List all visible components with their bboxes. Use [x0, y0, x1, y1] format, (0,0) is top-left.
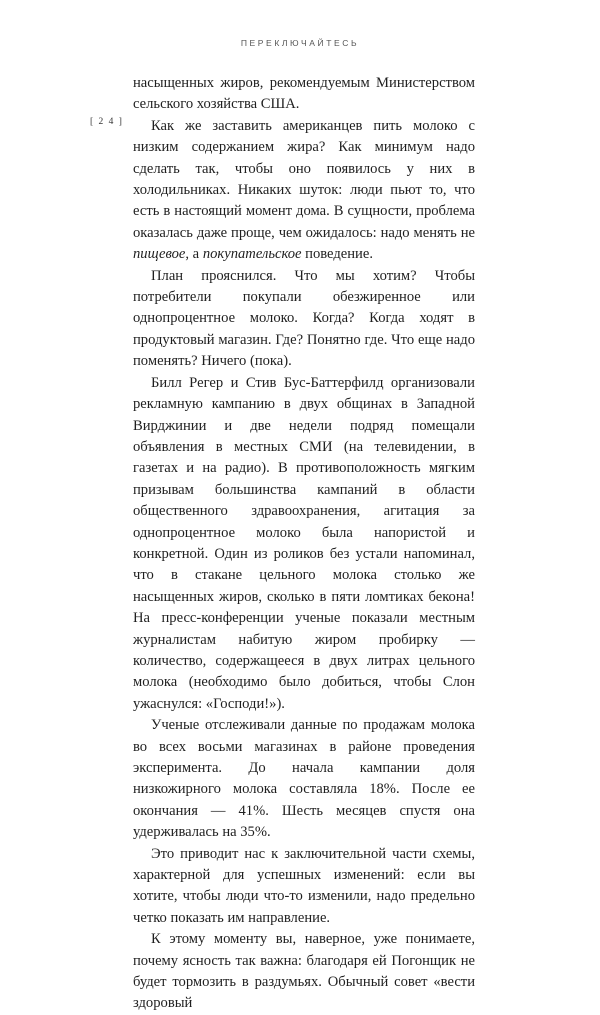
paragraph: План прояснился. Что мы хотим? Чтобы потребители покупали обезжиренное или однопроцентное молоко. Когда? Когда ходят в продуктовый магазин. Где? Понятно где. Что еще надо поменять? Ничего (пока).: [133, 267, 475, 370]
page-number: [ 2 4 ]: [90, 117, 124, 127]
paragraph: [133, 116, 475, 266]
paragraph-text: Как же заставить американцев пить молоко с низким содержанием жира? Как минимум надо сделать так, чтобы оно появилось у них в холодильниках. Никаких шуток: люди пьют то, что есть в настоящий момент дома. В сущности, проблема оказалась даже проще, чем ожидалось: надо менять не: [133, 117, 475, 241]
emphasis-text: покупательское: [202, 246, 302, 263]
paragraph: Ученые отслеживали данные по продажам молока во всех восьми магазинах в районе проведения эксперимента. До начала кампании доля низкожирного молока составляла 18%. После ее окончания — 41%. Шесть месяцев спустя она удерживалась на 35%.: [133, 717, 475, 841]
paragraph: К этому моменту вы, наверное, уже понимаете, почему ясность так важна: благодаря ей Погонщик не будет тормозить в раздумьях. Обычный совет «вести здоровый: [133, 931, 475, 1012]
paragraph: Билл Регер и Стив Бус-Баттерфилд организовали рекламную кампанию в двух общинах в Западной Вирджинии и две недели подряд помещали объявления в местных СМИ (на телевидении, в газетах и на радио). В противоположность мягким призывам большинства кампаний в области общественного здравоохранения, агитация за однопроцентное молоко была напористой и конкретной. Один из роликов без устали напоминал, что в стакане цельного молока столько же насыщенных жиров, сколько в пяти ломтиках бекона! На пресс-конференции ученые показали местным журналистам набитую жиром пробирку — количество, содержащееся в двух литрах цельного молока (необходимо было добиться, чтобы Слон ужаснулся: «Господи!»).: [133, 374, 475, 712]
paragraph-text: поведение.: [301, 246, 373, 263]
paragraph-continued: насыщенных жиров, рекомендуемым Министерством сельского хозяйства США.: [133, 75, 475, 113]
body-text: [133, 73, 475, 1015]
paragraph-text: , а: [185, 246, 203, 263]
emphasis-text: пищевое: [133, 246, 186, 263]
running-head: ПЕРЕКЛЮЧАЙТЕСЬ: [240, 38, 360, 48]
paragraph: Это приводит нас к заключительной части схемы, характерной для успешных изменений: если вы хотите, чтобы люди что-то изменили, надо предельно четко показать им направление.: [133, 845, 475, 926]
